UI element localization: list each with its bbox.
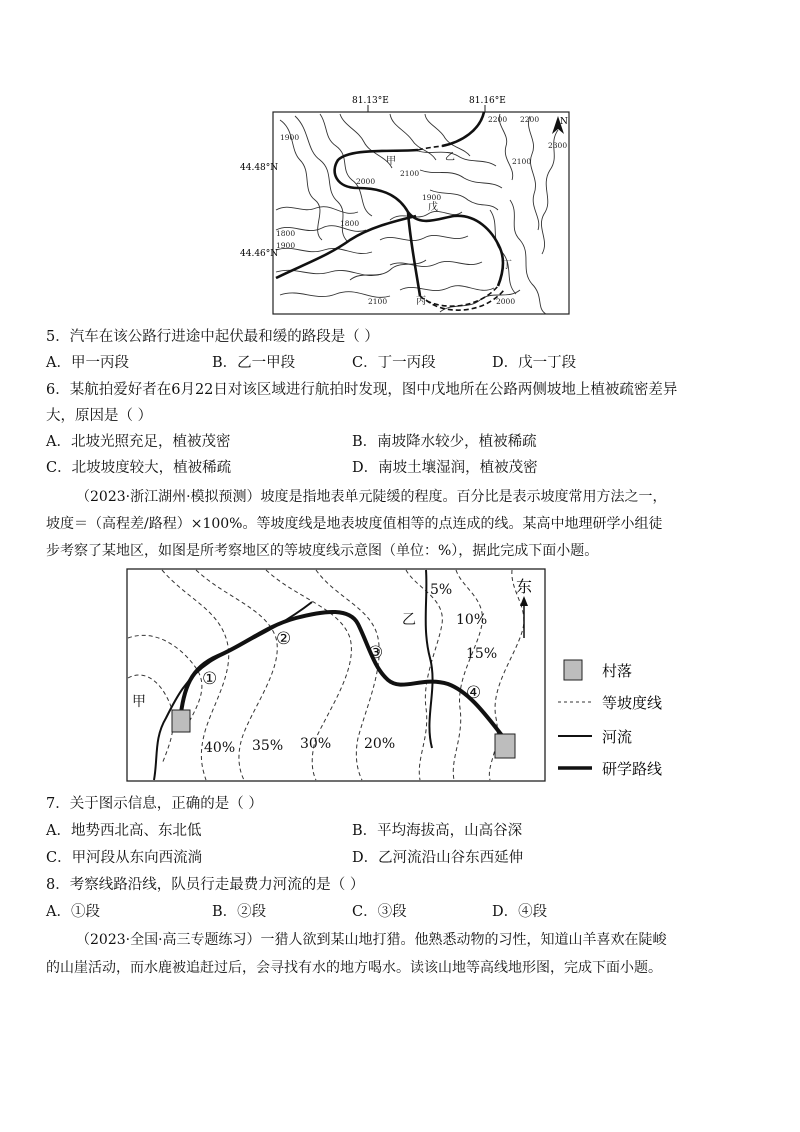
q6-stem-line2: 大，原因是（ ） bbox=[46, 408, 153, 424]
place-ding: 丁 bbox=[502, 260, 512, 271]
north-arrow-icon bbox=[552, 116, 568, 134]
contour-label: 1900 bbox=[422, 193, 442, 202]
intro2-line2: 坡度＝（高程差/路程）×100%。等坡度线是地表坡度值相等的点连成的线。某高中地理研学小组徒 bbox=[46, 516, 663, 532]
intro3-line1: （2023·全国·高三专题练习）一猎人欲到某山地打猎。他熟悉动物的习性，知道山羊喜欢在陡峻 bbox=[76, 932, 667, 948]
contour-label: 2000 bbox=[496, 297, 516, 306]
segment-2: ② bbox=[276, 629, 292, 649]
segment-3: ③ bbox=[368, 643, 384, 663]
slope-40: 40% bbox=[204, 740, 236, 756]
contour-map bbox=[240, 90, 580, 322]
label-jia: 甲 bbox=[132, 694, 146, 710]
q8-stem: 8．考察线路沿线，队员行走最费力河流的是（ ） bbox=[46, 877, 365, 893]
intro2-line3: 步考察了某地区，如图是所考察地区的等坡度线示意图（单位：%），据此完成下面小题。 bbox=[46, 543, 599, 559]
segment-1: ① bbox=[202, 669, 218, 689]
lat-label-2: 44.46°N bbox=[240, 249, 279, 259]
q6-option-d[interactable]: D．南坡土壤湿润，植被茂密 bbox=[352, 460, 538, 476]
q7-option-b[interactable]: B．平均海拔高，山高谷深 bbox=[352, 823, 523, 839]
place-jia: 甲 bbox=[386, 156, 396, 167]
svg-text:东: 东 bbox=[516, 577, 533, 596]
slope-15: 15% bbox=[466, 646, 498, 662]
q8-option-d[interactable]: D．④段 bbox=[492, 904, 548, 920]
q6-stem-line1: 6．某航拍爱好者在6月22日对该区域进行航拍时发现，图中戊地所在公路两侧坡地上植被疏密差异 bbox=[46, 382, 678, 398]
legend-river: 河流 bbox=[602, 728, 633, 746]
svg-text:N: N bbox=[560, 117, 568, 127]
road bbox=[276, 112, 503, 296]
slope-20: 20% bbox=[364, 736, 396, 752]
map1-frame bbox=[273, 112, 569, 314]
village-east bbox=[495, 734, 515, 758]
q6-option-a[interactable]: A．北坡光照充足，植被茂密 bbox=[46, 434, 231, 450]
contour-label: 1900 bbox=[276, 241, 296, 250]
study-route bbox=[180, 612, 504, 738]
q6-option-c[interactable]: C．北坡坡度较大，植被稀疏 bbox=[46, 460, 232, 476]
slope-30: 30% bbox=[300, 736, 332, 752]
slope-35: 35% bbox=[252, 738, 284, 754]
segment-4: ④ bbox=[466, 683, 482, 703]
legend-village: 村落 bbox=[602, 662, 633, 680]
map2-frame bbox=[127, 569, 545, 781]
legend-isoslope: 等坡度线 bbox=[602, 694, 663, 712]
q5-option-c[interactable]: C．丁一丙段 bbox=[352, 355, 436, 371]
contour-label: 2100 bbox=[400, 169, 420, 178]
contour-label: 2300 bbox=[548, 141, 568, 150]
place-wu: 戊 bbox=[428, 202, 438, 213]
q5-stem: 5．汽车在该公路行进途中起伏最和缓的路段是（ ） bbox=[46, 329, 379, 345]
contour-label: 2000 bbox=[356, 177, 376, 186]
q8-option-a[interactable]: A．①段 bbox=[46, 904, 100, 920]
q7-option-d[interactable]: D．乙河流沿山谷东西延伸 bbox=[352, 850, 524, 866]
intro3-line2: 的山崖活动，而水鹿被追赶过后，会寻找有水的地方喝水。读该山地等高线地形图，完成下面小题。 bbox=[46, 960, 662, 976]
q5-option-a[interactable]: A．甲一丙段 bbox=[46, 355, 129, 371]
q7-option-a[interactable]: A．地势西北高、东北低 bbox=[46, 823, 202, 839]
q7-option-c[interactable]: C．甲河段从东向西流淌 bbox=[46, 850, 203, 866]
label-yi: 乙 bbox=[402, 612, 416, 628]
legend-village-icon bbox=[564, 660, 582, 680]
village-west bbox=[172, 710, 190, 732]
lat-label-1: 44.48°N bbox=[240, 163, 279, 173]
contour-label: 2200 bbox=[520, 115, 540, 124]
q5-option-d[interactable]: D．戊一丁段 bbox=[492, 355, 577, 371]
slope-map bbox=[126, 568, 686, 784]
lon-label-1: 81.13°E bbox=[352, 96, 389, 106]
contour-label: 1900 bbox=[280, 133, 300, 142]
place-yi: 乙 bbox=[445, 152, 455, 163]
east-arrow-icon bbox=[516, 577, 532, 638]
legend-route: 研学路线 bbox=[602, 760, 663, 778]
legend bbox=[558, 660, 662, 778]
q8-option-c[interactable]: C．③段 bbox=[352, 904, 407, 920]
contour-label: 2100 bbox=[512, 157, 532, 166]
q5-option-b[interactable]: B．乙一甲段 bbox=[212, 355, 296, 371]
contour-label: 1800 bbox=[276, 229, 296, 238]
slope-5: 5% bbox=[430, 582, 453, 598]
slope-10: 10% bbox=[456, 612, 488, 628]
intro2-line1: （2023·浙江湖州·模拟预测）坡度是指地表单元陡缓的程度。百分比是表示坡度常用方法之一， bbox=[76, 489, 667, 505]
place-bing: 丙 bbox=[416, 296, 426, 307]
q6-option-b[interactable]: B．南坡降水较少，植被稀疏 bbox=[352, 434, 537, 450]
q8-option-b[interactable]: B．②段 bbox=[212, 904, 267, 920]
contour-label: 2200 bbox=[488, 115, 508, 124]
q7-stem: 7．关于图示信息，正确的是（ ） bbox=[46, 796, 263, 812]
contour-label: 1800 bbox=[340, 219, 360, 228]
lon-label-2: 81.16°E bbox=[469, 96, 506, 106]
contour-label: 2100 bbox=[368, 297, 388, 306]
